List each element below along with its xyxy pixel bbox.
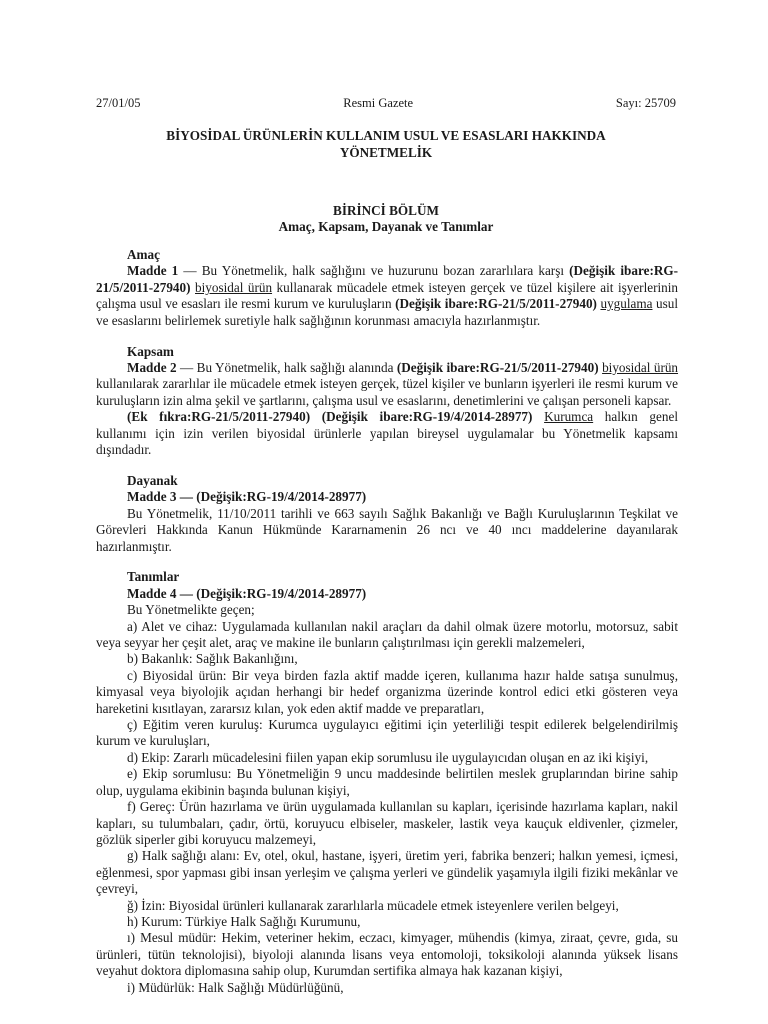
text-fragment: halkın genel kullanımı için izin verilen biyosidal ürünlerle yapılan bireysel uygulamalar bu Yönetmelik kapsamı dışındadır.: [96, 409, 678, 457]
section-subtitle: Amaç, Kapsam, Dayanak ve Tanımlar: [278, 219, 494, 234]
gazette-header: [96, 95, 676, 111]
definition-item: g) Halk sağlığı alanı: Ev, otel, okul, hastane, işyeri, üretim yeri, fabrika benzeri; halkın yemesi, içmesi, eğlenmesi, spor yapması gibi insan yerleşim ve çalışma yerleri ve gündelik yaşamıyla ilgili fiziki mekânlar ve çevreyi,: [96, 848, 678, 897]
document-body: [96, 247, 678, 1010]
article-number-line: Madde 3 — (Değişik:RG-19/4/2014-28977): [127, 489, 367, 505]
definition-item: h) Kurum: Türkiye Halk Sağlığı Kurumunu,: [127, 913, 361, 929]
definition-item: ğ) İzin: Biyosidal ürünleri kullanarak zararlılarla mücadele etmek isteyenlere verilen belgeyi,: [127, 897, 619, 913]
definition-item: ı) Mesul müdür: Hekim, veteriner hekim, eczacı, kimyager, mühendis (kimya, ziraat, çevre, gıda, su ürünleri, tütün teknolojisi), biyoloji alanında lisans veya entomoloji, toksikoloji alanında yüksek lisans veyahut doktora diplomasına sahip olup, Kurumdan sertifika almaya hak kazanan kişiyi,: [96, 930, 678, 979]
article-heading: Amaç: [127, 247, 160, 262]
amendment-reference: (Değişik ibare:RG-21/5/2011-27940): [395, 296, 597, 312]
article-paragraph: [96, 360, 678, 409]
text-fragment: usul ve esaslarını belirlemek suretiyle halk sağlığının korunması amacıyla hazırlanmıştır.: [96, 296, 678, 328]
amended-phrase: biyosidal ürün: [195, 279, 273, 295]
article-number: Madde 1: [127, 263, 179, 279]
section-name: BİRİNCİ BÖLÜM: [333, 203, 439, 218]
article-heading: Dayanak: [127, 472, 178, 488]
article-paragraph: [96, 263, 678, 329]
amendment-reference: (Ek fıkra:RG-21/5/2011-27940): [127, 409, 311, 425]
amended-phrase: uygulama: [600, 296, 653, 312]
definition-item: d) Ekip: Zararlı mücadelesini fiilen yapan ekip sorumlusu ile uygulayıcıdan oluşan en az iki kişiyi,: [127, 749, 649, 765]
text-fragment: kullanarak mücadele etmek isteyen gerçek ve tüzel kişilere ait işyerlerinin çalışma usul ve esasları ile resmi kurum ve kuruluşların: [96, 279, 679, 312]
amended-phrase: Kurumca: [544, 409, 594, 425]
definition-item: i) Müdürlük: Halk Sağlığı Müdürlüğünü,: [127, 979, 344, 995]
header-publication: Resmi Gazete: [343, 96, 414, 110]
amendment-reference: (Değişik ibare:RG-21/5/2011-27940): [96, 263, 679, 295]
definition-item: b) Bakanlık: Sağlık Bakanlığını,: [127, 651, 298, 667]
article-paragraph: Bu Yönetmelik, 11/10/2011 tarihli ve 663 sayılı Sağlık Bakanlığı ve Bağlı Kuruluşlarının Teşkilat ve Görevleri Hakkında Kanun Hükmünde Kararnamenin 26 ncı ve 40 ıncı maddelerine dayanılarak hazırlanmıştır.: [96, 505, 678, 554]
article-tanimlar: [96, 569, 678, 996]
title-line-2: YÖNETMELİK: [339, 145, 433, 160]
amendment-reference: (Değişik ibare:RG-21/5/2011-27940): [396, 359, 599, 375]
section-heading: [96, 203, 676, 235]
title-line-1: BİYOSİDAL ÜRÜNLERİN KULLANIM USUL VE ESASLARI HAKKINDA: [166, 128, 606, 143]
article-heading: Kapsam: [127, 343, 174, 359]
header-date: 27/01/05: [96, 96, 141, 110]
text-fragment: kullanılarak zararlılar ile mücadele etmek isteyen gerçek, tüzel kişiler ve bunların işyerleri ile resmi kurum ve kuruluşların izin alma şekil ve şartlarını, çalışma usul ve esaslarını, denetimlerini ve çalışan personeli kapsar.: [96, 376, 678, 408]
article-paragraph: [96, 409, 678, 458]
definition-item: ç) Eğitim veren kuruluş: Kurumca uygulayıcı eğitimi için yeterliliği tespit edilerek belgelendirilmiş kurum ve kuruluşları,: [96, 717, 678, 749]
definitions-intro: Bu Yönetmelikte geçen;: [127, 602, 255, 618]
text-fragment: — Bu Yönetmelik, halk sağlığı alanında: [176, 359, 397, 375]
article-heading: Tanımlar: [127, 569, 180, 585]
definition-item: e) Ekip sorumlusu: Bu Yönetmeliğin 9 uncu maddesinde belirtilen meslek gruplarından birine sahip olup, uygulama ekibinin başında bulunan kişiyi,: [96, 766, 678, 798]
definition-item: f) Gereç: Ürün hazırlama ve ürün uygulamada kullanılan su kapları, içerisinde hazırlama kapları, nakil kapları, su tulumbaları, çadır, örtü, koruyucu elbiseler, maskeler, lastik veya kauçuk eldivenler, çizmeler, gözlük siperler gibi koruyucu malzemeyi,: [96, 799, 678, 847]
amended-phrase: biyosidal ürün: [602, 359, 679, 375]
definition-item: a) Alet ve cihaz: Uygulamada kullanılan nakil araçları da dahil olmak üzere motorlu, motorsuz, sabit veya seyyar her çeşit alet, araç ve makine ile bunların çalıştırılması için gerekli malzemeleri,: [96, 618, 678, 651]
article-kapsam: [96, 344, 678, 459]
header-issue: Sayı: 25709: [615, 96, 676, 110]
document-title: [96, 127, 676, 161]
article-number-line: Madde 4 — (Değişik:RG-19/4/2014-28977): [127, 585, 367, 601]
text-fragment: — Bu Yönetmelik, halk sağlığını ve huzurunu bozan zararlılara karşı: [178, 263, 570, 279]
article-amac: [96, 247, 678, 329]
article-dayanak: [96, 473, 678, 555]
article-number: Madde 2: [127, 359, 177, 375]
amendment-reference: (Değişik ibare:RG-19/4/2014-28977): [321, 409, 533, 425]
definition-item: c) Biyosidal ürün: Bir veya birden fazla aktif madde içeren, kullanıma hazır halde satışa sunulmuş, kimyasal veya biyolojik açıdan herhangi bir hedef organizma üzerinde kontrol edici etki gösteren veya hareketini kısıtlayan, zararsız kılan, yok eden aktif madde ve preparatları,: [96, 667, 678, 716]
